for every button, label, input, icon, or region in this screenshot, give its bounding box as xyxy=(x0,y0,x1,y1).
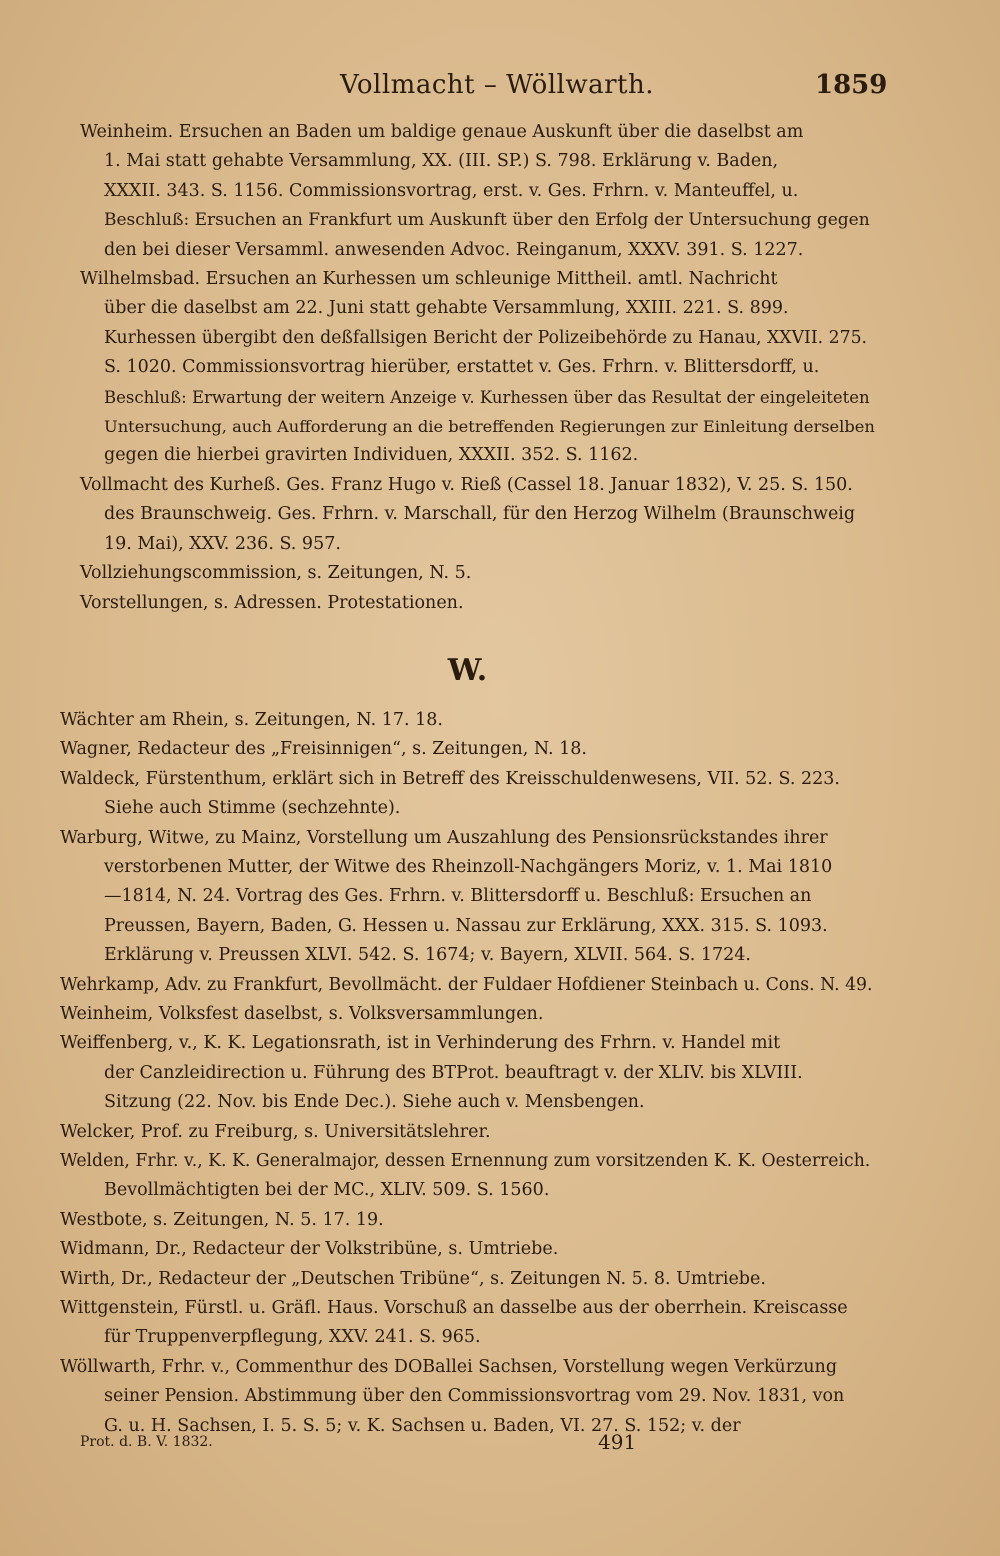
entries-v xyxy=(60,118,875,618)
index-entry xyxy=(60,471,875,559)
entry-line: G. u. H. Sachsen, I. 5. S. 5; v. K. Sachsen u. Baden, VI. 27. S. 152; v. der xyxy=(104,1415,741,1436)
entry-line: für Truppenverpflegung, XXV. 241. S. 965. xyxy=(104,1327,481,1348)
entry-line: Kurhessen übergibt den deßfallsigen Bericht der Polizeibehörde zu Hanau, XXVII. 275. xyxy=(104,327,868,348)
index-entry xyxy=(60,1294,875,1353)
index-entry xyxy=(60,1118,875,1147)
entry-line: der Canzleidirection u. Führung des BTProt. beauftragt v. der XLIV. bis XLVIII. xyxy=(104,1062,803,1083)
entry-line: den bei dieser Versamml. anwesenden Advoc. Reinganum, XXXV. 391. S. 1227. xyxy=(104,239,804,260)
entry-line: gegen die hierbei gravirten Individuen, XXXII. 352. S. 1162. xyxy=(104,445,639,466)
entry-headline: Welcker, Prof. zu Freiburg, s. Universitätslehrer. xyxy=(60,1121,491,1142)
entry-headline: Welden, Frhr. v., K. K. Generalmajor, dessen Ernennung zum vorsitzenden K. K. Oesterreich. xyxy=(60,1151,871,1171)
entry-headline: Waldeck, Fürstenthum, erklärt sich in Betreff des Kreisschuldenwesens, VII. 52. S. 223. xyxy=(60,768,840,789)
index-entry xyxy=(60,824,875,971)
index-entry xyxy=(60,559,875,588)
entry-line: Erklärung v. Preussen XLVI. 542. S. 1674; v. Bayern, XLVII. 564. S. 1724. xyxy=(104,945,751,966)
entry-headline: Wagner, Redacteur des „Freisinnigen“, s. Zeitungen, N. 18. xyxy=(60,739,587,760)
entry-line: Beschluß: Ersuchen an Frankfurt um Auskunft über den Erfolg der Untersuchung gegen xyxy=(104,210,870,231)
entry-line: Untersuchung, auch Aufforderung an die betreffenden Regierungen zur Einleitung derselben xyxy=(104,417,875,437)
entry-line: 1. Mai statt gehabte Versammlung, XX. (III. SP.) S. 798. Erklärung v. Baden, xyxy=(104,151,779,172)
index-entry xyxy=(60,118,875,265)
index-entry xyxy=(60,765,875,824)
index-entry xyxy=(60,1206,875,1235)
entry-headline: Weinheim. Ersuchen an Baden um baldige genaue Auskunft über die daselbst am xyxy=(80,122,804,142)
entry-line: 19. Mai), XXV. 236. S. 957. xyxy=(104,533,341,554)
index-content xyxy=(60,118,875,1441)
entry-headline: Wehrkamp, Adv. zu Frankfurt, Bevollmächt. der Fuldaer Hofdiener Steinbach u. Cons. N. 49. xyxy=(60,974,873,995)
index-entry xyxy=(60,735,875,764)
entry-headline: Westbote, s. Zeitungen, N. 5. 17. 19. xyxy=(60,1209,384,1230)
entry-line: verstorbenen Mutter, der Witwe des Rheinzoll-Nachgängers Moriz, v. 1. Mai 1810 xyxy=(104,856,833,877)
index-entry xyxy=(60,1000,875,1029)
entry-headline: Vorstellungen, s. Adressen. Protestationen. xyxy=(80,592,464,613)
entry-headline: Wilhelmsbad. Ersuchen an Kurhessen um schleunige Mittheil. amtl. Nachricht xyxy=(80,269,778,290)
index-entry xyxy=(60,971,875,1000)
entries-w xyxy=(60,706,875,1441)
index-entry xyxy=(60,1147,875,1206)
page-number: 1859 xyxy=(815,70,888,100)
section-letter: W. xyxy=(447,652,488,688)
entry-line: —1814, N. 24. Vortrag des Ges. Frhrn. v. Blittersdorff u. Beschluß: Ersuchen an xyxy=(104,886,812,907)
entry-line: Siehe auch Stimme (sechzehnte). xyxy=(104,798,401,819)
entry-line: über die daselbst am 22. Juni statt gehabte Versammlung, XXIII. 221. S. 899. xyxy=(104,298,789,319)
entry-line: Sitzung (22. Nov. bis Ende Dec.). Siehe auch v. Mensbengen. xyxy=(104,1092,645,1113)
page-footer xyxy=(0,1430,1000,1464)
entry-line: seiner Pension. Abstimmung über den Commissionsvortrag vom 29. Nov. 1831, von xyxy=(104,1386,845,1407)
entry-headline: Wächter am Rhein, s. Zeitungen, N. 17. 18. xyxy=(60,709,443,730)
entry-line: Bevollmächtigten bei der MC., XLIV. 509. S. 1560. xyxy=(104,1180,550,1201)
entry-line: Beschluß: Erwartung der weitern Anzeige v. Kurhessen über das Resultat der eingeleiteten xyxy=(104,387,870,407)
index-entry xyxy=(60,706,875,735)
entry-headline: Vollziehungscommission, s. Zeitungen, N. 5. xyxy=(80,563,472,584)
signature-number: 491 xyxy=(598,1430,637,1454)
entry-headline: Wöllwarth, Frhr. v., Commenthur des DOBallei Sachsen, Vorstellung wegen Verkürzung xyxy=(60,1356,838,1377)
index-entry xyxy=(60,1235,875,1264)
entry-line: Preussen, Bayern, Baden, G. Hessen u. Nassau zur Erklärung, XXX. 315. S. 1093. xyxy=(104,915,828,936)
entry-headline: Vollmacht des Kurheß. Ges. Franz Hugo v. Rieß (Cassel 18. Januar 1832), V. 25. S. 150. xyxy=(80,474,853,495)
index-entry xyxy=(60,1029,875,1117)
entry-line: des Braunschweig. Ges. Frhrn. v. Marschall, für den Herzog Wilhelm (Braunschweig xyxy=(104,504,856,525)
page-header xyxy=(0,70,1000,110)
entry-line: XXXII. 343. S. 1156. Commissionsvortrag, erst. v. Ges. Frhrn. v. Manteuffel, u. xyxy=(104,180,799,201)
entry-line: S. 1020. Commissionsvortrag hierüber, erstattet v. Ges. Frhrn. v. Blittersdorff, u. xyxy=(104,357,820,378)
entry-headline: Wirth, Dr., Redacteur der „Deutschen Tribüne“, s. Zeitungen N. 5. 8. Umtriebe. xyxy=(60,1268,766,1289)
index-entry xyxy=(60,589,875,618)
footer-source: Prot. d. B. V. 1832. xyxy=(80,1434,213,1450)
entry-headline: Weinheim, Volksfest daselbst, s. Volksversammlungen. xyxy=(60,1003,544,1024)
running-title: Vollmacht – Wöllwarth. xyxy=(340,70,654,100)
entry-headline: Warburg, Witwe, zu Mainz, Vorstellung um Auszahlung des Pensionsrückstandes ihrer xyxy=(60,827,828,848)
index-entry xyxy=(60,1265,875,1294)
index-entry xyxy=(60,1353,875,1441)
entry-headline: Wittgenstein, Fürstl. u. Gräfl. Haus. Vorschuß an dasselbe aus der oberrhein. Kreiscasse xyxy=(60,1298,848,1319)
entry-headline: Weiffenberg, v., K. K. Legationsrath, ist in Verhinderung des Frhrn. v. Handel mit xyxy=(60,1033,781,1054)
index-entry xyxy=(60,265,875,471)
entry-headline: Widmann, Dr., Redacteur der Volkstribüne, s. Umtriebe. xyxy=(60,1239,559,1260)
